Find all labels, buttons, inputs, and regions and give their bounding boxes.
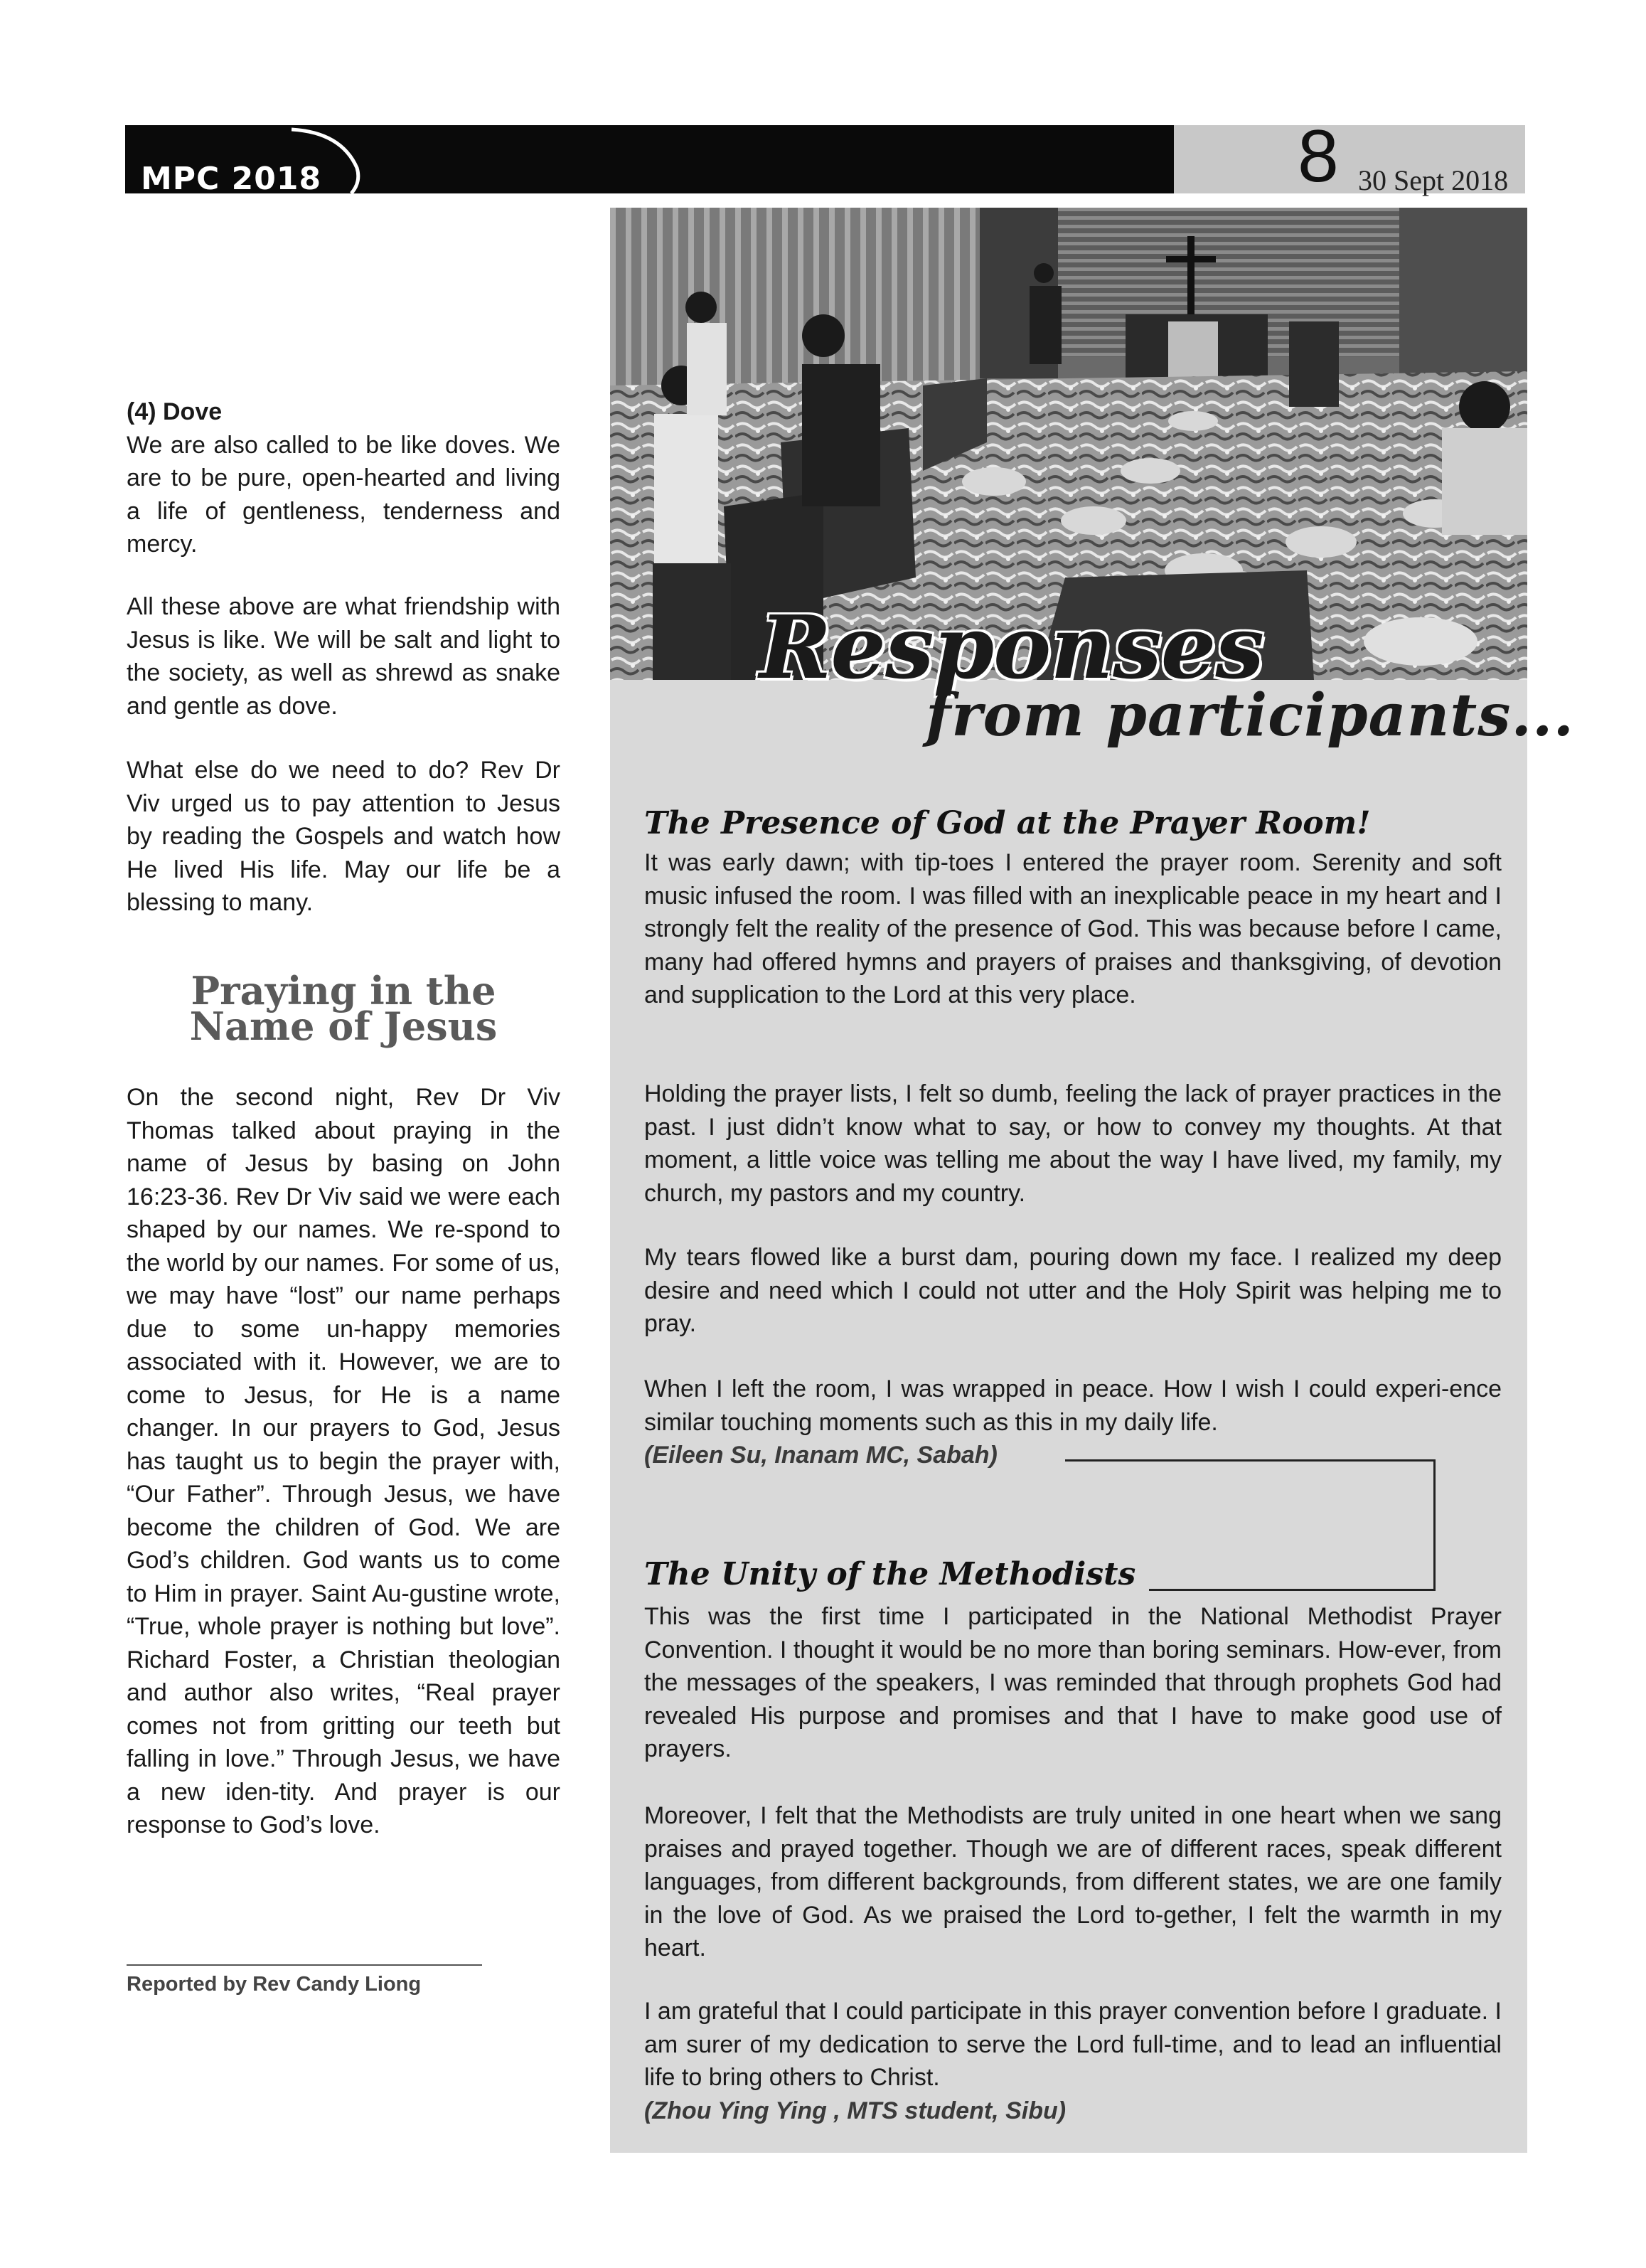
- connector-bottom-line: [1149, 1589, 1436, 1591]
- article-2-paragraph: I am grateful that I could participate in this prayer convention before I graduate. I am surer of my dedication to serve the Lord full-time, and to lead an influential life to bring others to Christ.: [644, 1998, 1502, 2091]
- article-1-paragraph: Holding the prayer lists, I felt so dumb, feeling the lack of prayer practices in the past. I just didn’t know what to say, or how to convey my thoughts. At that moment, a little voice was telling me about the way I have lived, my family, my church, my pastors and my country.: [644, 1080, 1502, 1207]
- article-1-p2-block: [644, 1077, 1502, 1210]
- section-heading: [127, 968, 560, 1049]
- issue-date: 30 Sept 2018: [1358, 164, 1509, 196]
- article-2-paragraph: Moreover, I felt that the Methodists are truly united in one heart when we sang praises and prayed together. Though we are of different races, speak different languages, from different backgrounds, from different states, we are one family in the love of God. As we praised the Lord to-gether, I felt the warmth in my heart.: [644, 1802, 1502, 1961]
- article-1-p1-block: [644, 846, 1502, 1012]
- dove-section: [127, 395, 560, 561]
- section-heading-line-2: Name of Jesus: [189, 1003, 498, 1049]
- article-1-p3-block: [644, 1241, 1502, 1341]
- article-2-p3-block: [644, 1995, 1502, 2127]
- article-1-p4-block: [644, 1373, 1502, 1472]
- gospels-paragraph: What else do we need to do? Rev Dr Viv urged us to pay attention to Jesus by reading the Gospels and watch how He lived His life. May our life be a blessing to many.: [127, 757, 560, 916]
- article-2-title: The Unity of the Methodists: [644, 1556, 1136, 1592]
- praying-section-body: [127, 1081, 560, 1842]
- article-1-paragraph: My tears flowed like a burst dam, pouring down my face. I realized my deep desire and need which I could not utter and the Holy Spirit was helping me to pray.: [644, 1244, 1502, 1337]
- friendship-paragraph: All these above are what friendship with Jesus is like. We will be salt and light to the society, as well as shrewd as snake and gentle as dove.: [127, 593, 560, 720]
- article-2-p1-block: [644, 1600, 1502, 1766]
- banner-title: Responses: [759, 596, 1264, 698]
- article-2-paragraph: This was the first time I participated in the National Methodist Prayer Convention. I thought it would be no more than boring seminars. How-ever, from the messages of the speakers, I was reminded that through prophets God had revealed His purpose and promises and that I have to make good use of prayers.: [644, 1603, 1502, 1762]
- reporter-credit: Reported by Rev Candy Liong: [127, 1973, 422, 1996]
- article-2-byline: (Zhou Ying Ying , MTS student, Sibu): [644, 2097, 1067, 2124]
- article-2-p2-block: [644, 1799, 1502, 1965]
- article-1-title: The Presence of God at the Prayer Room!: [644, 805, 1371, 841]
- reporter-divider: [127, 1964, 482, 1966]
- gospels-paragraph-block: [127, 754, 560, 920]
- dove-heading: (4) Dove: [127, 398, 223, 425]
- section-heading-line-1: Praying in the: [191, 968, 496, 1013]
- page-number: 8: [1298, 115, 1339, 198]
- connector-right-line: [1433, 1459, 1436, 1590]
- friendship-paragraph-block: [127, 590, 560, 723]
- publication-title: MPC 2018: [141, 161, 322, 197]
- praying-paragraph: On the second night, Rev Dr Viv Thomas talked about praying in the name of Jesus by basing on John 16:23-36. Rev Dr Viv said we were each shaped by our names. We re-spond to the world by our names. For some of us, we may have “lost” our name perhaps due to some un-happy memories associated with it. However, we are to come to Jesus, for He is a name changer. In our prayers to God, Jesus has taught us to begin the prayer with, “Our Father”. Through Jesus, we have become the children of God. We are God’s children. God wants us to come to Him in prayer. Saint Au-gustine wrote, “True, whole prayer is nothing but love”. Richard Foster, a Christian theologian and author also writes, “Real prayer comes not from gritting our teeth but falling in love.” Through Jesus, we have a new iden-tity. And prayer is our response to God’s love.: [127, 1084, 560, 1838]
- article-1-byline: (Eileen Su, Inanam MC, Sabah): [644, 1442, 998, 1469]
- article-1-paragraph: When I left the room, I was wrapped in peace. How I wish I could experi-ence similar touching moments such as this in my daily life.: [644, 1375, 1502, 1436]
- connector-top-line: [1065, 1459, 1435, 1462]
- dove-paragraph: We are also called to be like doves. We are to be pure, open-hearted and living a life of gentleness, tenderness and mercy.: [127, 431, 560, 558]
- banner-subtitle: from participants...: [926, 681, 1575, 750]
- article-1-paragraph: It was early dawn; with tip-toes I entered the prayer room. Serenity and soft music infused the room. I was filled with an inexplicable peace in my heart and I strongly felt the reality of the presence of God. This was because before I came, many had offered hymns and prayers of praises and thanksgiving, of devotion and supplication to the Lord at this very place.: [644, 849, 1502, 1008]
